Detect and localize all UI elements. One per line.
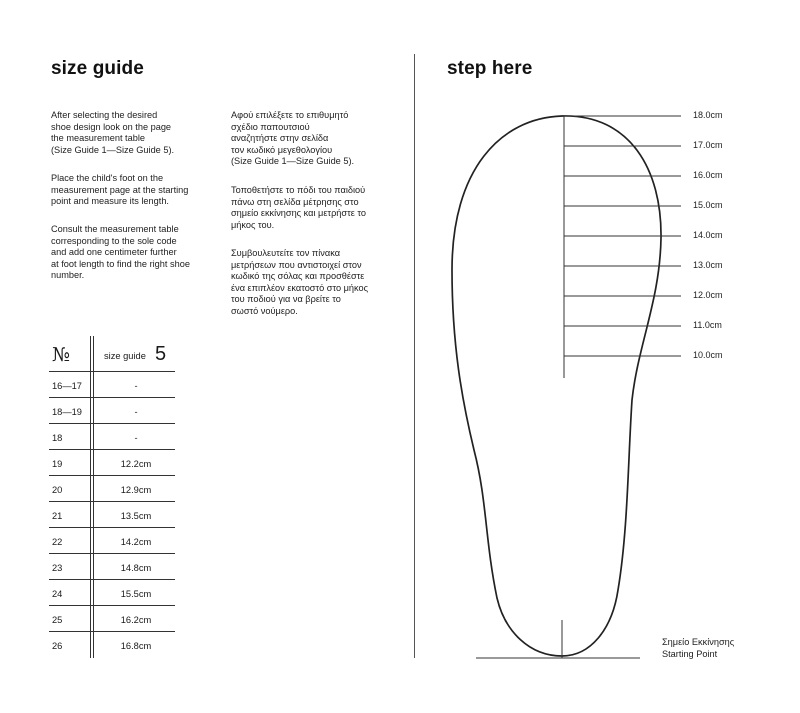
foot-length-cell: - [134, 381, 138, 391]
measurement-label: 17.0cm [693, 140, 723, 150]
foot-length-cell: 16.8cm [120, 641, 152, 651]
foot-length-cell: 12.2cm [120, 459, 152, 469]
header-guide-number: 5 [155, 343, 167, 365]
foot-length-cell: 14.8cm [120, 563, 152, 573]
shoe-size-cell: 20 [52, 485, 63, 495]
size-guide-title: size guide [51, 58, 144, 79]
shoe-size-cell: 19 [52, 459, 63, 469]
instruction-en-1: After selecting the desired shoe design look on the page the measurement table (Size Guide 1—Size Guide 5). [51, 110, 175, 155]
shoe-size-cell: 18 [52, 433, 63, 443]
starting-point-label-en: Starting Point [662, 649, 718, 659]
shoe-size-cell: 21 [52, 511, 63, 521]
measurement-label: 14.0cm [693, 230, 723, 240]
foot-length-cell: 16.2cm [120, 615, 152, 625]
shoe-size-cell: 18—19 [52, 407, 82, 417]
foot-outline [452, 116, 661, 656]
header-number: № [52, 344, 70, 366]
shoe-size-cell: 24 [52, 589, 63, 599]
foot-length-cell: - [134, 433, 138, 443]
instruction-en-2: Place the child's foot on the measurement page at the starting point and measure its length. [51, 173, 189, 207]
foot-length-cell: 15.5cm [120, 589, 152, 599]
header-size-guide: size guide [104, 351, 146, 361]
foot-length-cell: 13.5cm [120, 511, 152, 521]
instruction-gr-1: Αφού επιλέξετε το επιθυμητό σχέδιο παπουτσιού αναζητήστε στην σελίδα τον κωδικό μεγεθολογίου (Size Guide 1—Size Guide 5). [231, 110, 355, 167]
measurement-label: 16.0cm [693, 170, 723, 180]
shoe-size-cell: 22 [52, 537, 63, 547]
instruction-gr-2: Τοποθετήστε το πόδι του παιδιού πάνω στη σελίδα μέτρησης στο σημείο εκκίνησης και μετρήστε το μήκος του. [231, 185, 366, 230]
measurement-label: 18.0cm [693, 110, 723, 120]
shoe-size-cell: 23 [52, 563, 63, 573]
measurement-label: 10.0cm [693, 350, 723, 360]
measurement-label: 12.0cm [693, 290, 723, 300]
measurement-label: 13.0cm [693, 260, 723, 270]
shoe-size-cell: 16—17 [52, 381, 82, 391]
instruction-gr-3: Συμβουλευτείτε τον πίνακα μετρήσεων που αντιστοιχεί στον κωδικό της σόλας και προσθέστε ένα επιπλέον εκατοστό στο μήκος του ποδιού για να βρείτε το σωστό νούμερο. [231, 248, 369, 316]
shoe-size-cell: 25 [52, 615, 63, 625]
shoe-size-cell: 26 [52, 641, 63, 651]
step-here-title: step here [447, 58, 533, 79]
foot-length-cell: 14.2cm [120, 537, 152, 547]
foot-length-cell: - [134, 407, 138, 417]
measurement-label: 11.0cm [693, 320, 722, 330]
instruction-en-3: Consult the measurement table corresponding to the sole code and add one centimeter further at foot length to find the right shoe number. [51, 224, 190, 281]
measurement-label: 15.0cm [693, 200, 723, 210]
foot-length-cell: 12.9cm [120, 485, 152, 495]
starting-point-label-gr: Σημείο Εκκίνησης [662, 637, 735, 647]
measurement-ticks [564, 116, 681, 356]
